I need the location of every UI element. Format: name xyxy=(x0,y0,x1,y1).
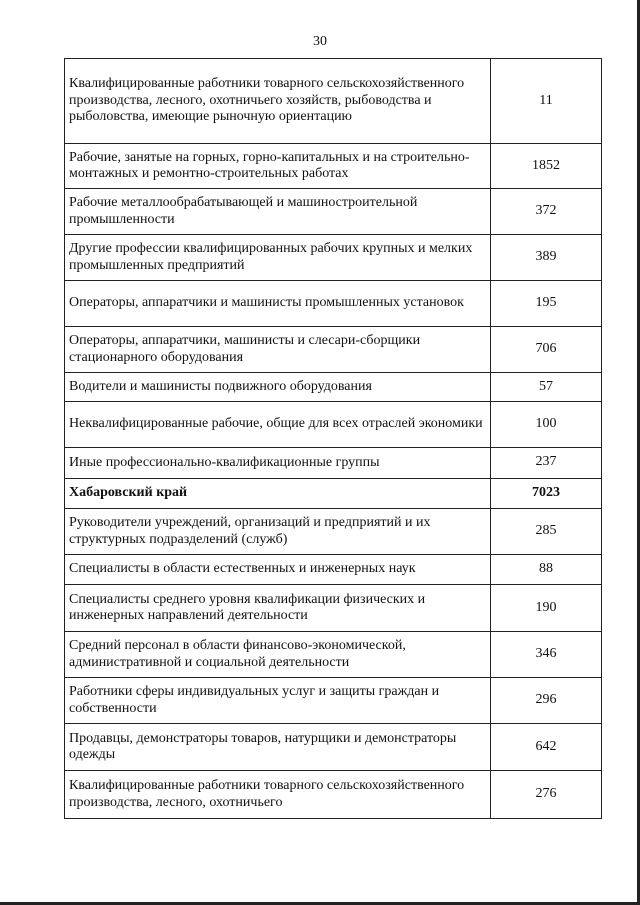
table-row xyxy=(65,373,602,402)
row-label: Водители и машинисты подвижного оборудования xyxy=(65,373,491,402)
row-label: Руководители учреждений, организаций и предприятий и их структурных подразделений (служб) xyxy=(65,509,491,555)
table-row xyxy=(65,585,602,632)
row-value: 190 xyxy=(491,585,602,632)
table-row xyxy=(65,509,602,555)
region-total-row xyxy=(65,479,602,509)
table-row xyxy=(65,189,602,235)
row-label: Другие профессии квалифицированных рабочих крупных и мелких промышленных предприятий xyxy=(65,235,491,281)
row-value: 372 xyxy=(491,189,602,235)
row-label: Операторы, аппаратчики, машинисты и слесари-сборщики стационарного оборудования xyxy=(65,327,491,373)
row-value: 88 xyxy=(491,555,602,585)
row-value: 1852 xyxy=(491,144,602,189)
region-name: Хабаровский край xyxy=(65,479,491,509)
table-row xyxy=(65,448,602,479)
table-row xyxy=(65,327,602,373)
table-row xyxy=(65,281,602,327)
table-row xyxy=(65,724,602,771)
row-value: 237 xyxy=(491,448,602,479)
row-label: Специалисты в области естественных и инженерных наук xyxy=(65,555,491,585)
row-label: Неквалифицированные рабочие, общие для всех отраслей экономики xyxy=(65,402,491,448)
region-total: 7023 xyxy=(491,479,602,509)
table-row xyxy=(65,402,602,448)
table-row xyxy=(65,555,602,585)
row-value: 195 xyxy=(491,281,602,327)
occupation-table xyxy=(64,58,602,819)
table-row xyxy=(65,771,602,819)
row-label: Специалисты среднего уровня квалификации физических и инженерных направлений деятельности xyxy=(65,585,491,632)
row-value: 642 xyxy=(491,724,602,771)
row-value: 57 xyxy=(491,373,602,402)
row-label: Квалифицированные работники товарного сельскохозяйственного производства, лесного, охотничьего хозяйств, рыбоводства и рыболовства, имеющие рыночную ориентацию xyxy=(65,59,491,144)
row-label: Квалифицированные работники товарного сельскохозяйственного производства, лесного, охотничьего xyxy=(65,771,491,819)
table-row xyxy=(65,678,602,724)
page-number: 30 xyxy=(313,34,327,49)
row-value: 276 xyxy=(491,771,602,819)
row-value: 285 xyxy=(491,509,602,555)
row-value: 706 xyxy=(491,327,602,373)
row-label: Рабочие металлообрабатывающей и машиностроительной промышленности xyxy=(65,189,491,235)
table-row xyxy=(65,59,602,144)
row-value: 389 xyxy=(491,235,602,281)
row-value: 11 xyxy=(491,59,602,144)
row-label: Иные профессионально-квалификационные группы xyxy=(65,448,491,479)
table-row xyxy=(65,632,602,678)
row-value: 296 xyxy=(491,678,602,724)
row-value: 100 xyxy=(491,402,602,448)
row-label: Рабочие, занятые на горных, горно-капитальных и на строительно-монтажных и ремонтно-строительных работах xyxy=(65,144,491,189)
row-value: 346 xyxy=(491,632,602,678)
row-label: Работники сферы индивидуальных услуг и защиты граждан и собственности xyxy=(65,678,491,724)
table-row xyxy=(65,144,602,189)
row-label: Операторы, аппаратчики и машинисты промышленных установок xyxy=(65,281,491,327)
row-label: Средний персонал в области финансово-экономической, административной и социальной деятельности xyxy=(65,632,491,678)
row-label: Продавцы, демонстраторы товаров, натурщики и демонстраторы одежды xyxy=(65,724,491,771)
table-row xyxy=(65,235,602,281)
